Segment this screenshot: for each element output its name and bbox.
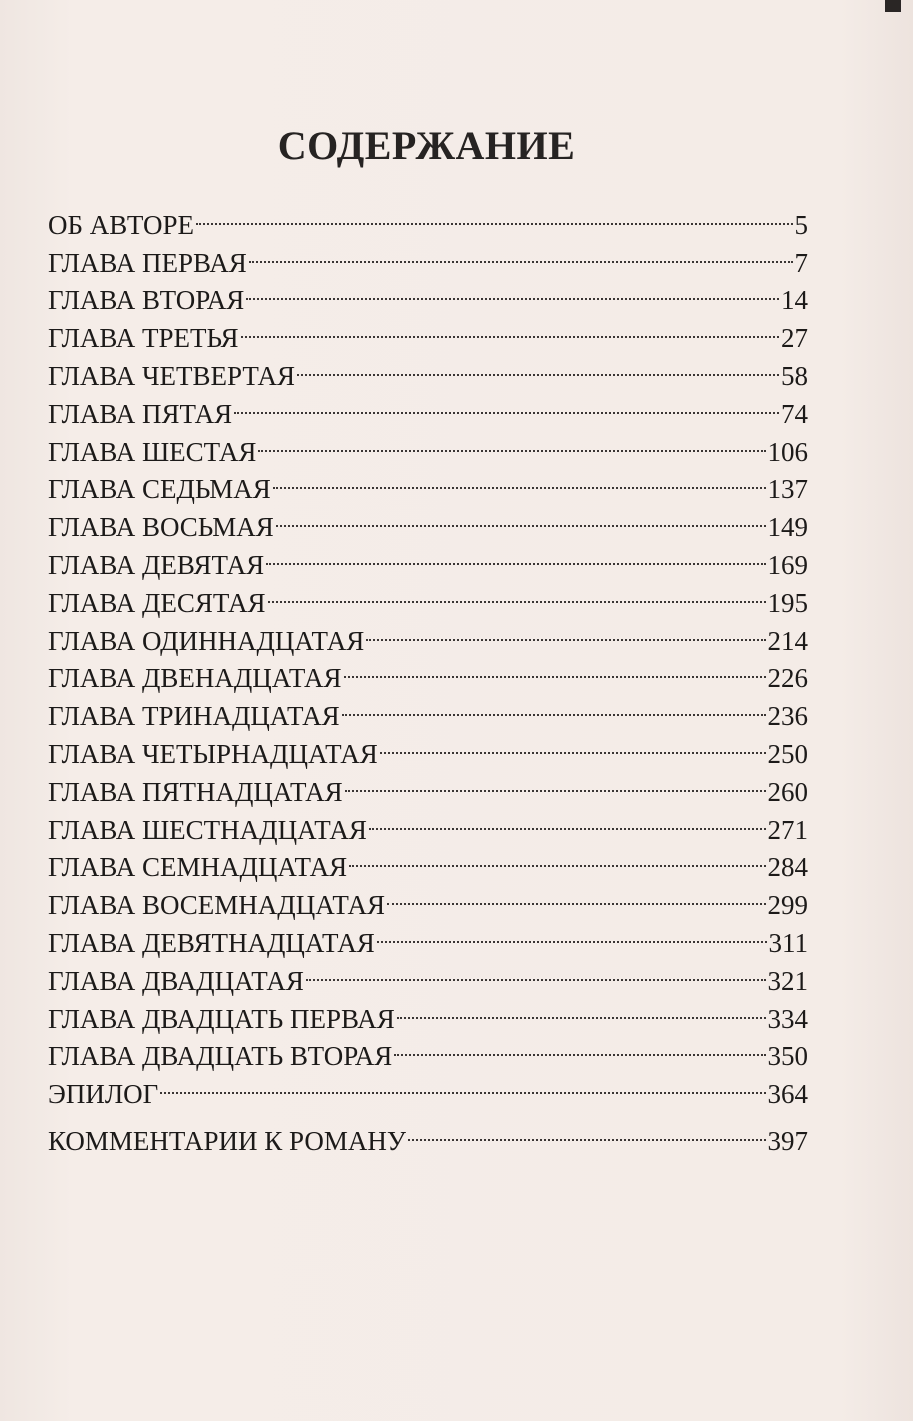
- toc-entry-page-number: 27: [781, 323, 808, 354]
- toc-entry-page-number: 5: [794, 209, 808, 240]
- toc-entry-title: ОБ АВТОРЕ: [48, 209, 195, 240]
- toc-dot-leader: [342, 687, 766, 725]
- toc-dot-leader: [241, 309, 779, 347]
- toc-dot-leader: [366, 612, 765, 650]
- toc-entry-page-number: 137: [767, 474, 808, 505]
- toc-entry-title: ГЛАВА ТРИНАДЦАТАЯ: [48, 701, 340, 732]
- toc-dot-leader: [246, 272, 779, 310]
- toc-entry-page-number: 350: [767, 1041, 808, 1072]
- toc-entry-title: ГЛАВА ЧЕТВЕРТАЯ: [48, 360, 295, 391]
- toc-entry-page-number: 271: [767, 814, 808, 845]
- toc-dot-leader: [377, 914, 767, 952]
- toc-dot-leader: [387, 876, 766, 914]
- toc-entry-page-number: 260: [767, 776, 808, 807]
- toc-entry-page-number: 14: [781, 285, 808, 316]
- toc-entry-title: ГЛАВА ТРЕТЬЯ: [48, 323, 239, 354]
- toc-dot-leader: [273, 461, 766, 499]
- toc-entry-title: ГЛАВА ДВЕНАДЦАТАЯ: [48, 663, 342, 694]
- toc-entry-title: КОММЕНТАРИИ К РОМАНУ: [48, 1125, 406, 1156]
- toc-entry-title: ГЛАВА СЕДЬМАЯ: [48, 474, 271, 505]
- toc-dot-leader: [397, 990, 766, 1028]
- toc-entry-title: ЭПИЛОГ: [48, 1079, 159, 1110]
- toc-entry-title: ГЛАВА СЕМНАДЦАТАЯ: [48, 852, 348, 883]
- toc-dot-leader: [268, 574, 766, 612]
- toc-entry-page-number: 195: [767, 587, 808, 618]
- toc-dot-leader: [234, 385, 779, 423]
- toc-entry-page-number: 236: [767, 701, 808, 732]
- toc-dot-leader: [394, 1028, 765, 1066]
- toc-dot-leader: [258, 423, 765, 461]
- toc-entry-page-number: 364: [767, 1079, 808, 1110]
- toc-entry-title: ГЛАВА ПЯТНАДЦАТАЯ: [48, 776, 343, 807]
- toc-entry-title: ГЛАВА ЧЕТЫРНАДЦАТАЯ: [48, 738, 378, 769]
- toc-entry-title: ГЛАВА ОДИННАДЦАТАЯ: [48, 625, 365, 656]
- toc-entry-title: ГЛАВА ДЕВЯТНАДЦАТАЯ: [48, 927, 375, 958]
- toc-dot-leader: [196, 196, 792, 234]
- toc-dot-leader: [306, 952, 766, 990]
- toc-dot-leader: [297, 347, 779, 385]
- toc-entry: [48, 1112, 808, 1156]
- toc-entry-page-number: 311: [768, 927, 808, 958]
- toc-entry-title: ГЛАВА ДВАДЦАТЬ ПЕРВАЯ: [48, 1003, 395, 1034]
- toc-entry-page-number: 7: [794, 247, 808, 278]
- toc-dot-leader: [345, 763, 766, 801]
- toc-entry-page-number: 58: [781, 360, 808, 391]
- toc-entry-title: ГЛАВА ВОСЬМАЯ: [48, 512, 274, 543]
- toc-dot-leader: [349, 839, 765, 877]
- toc-entry-page-number: 214: [767, 625, 808, 656]
- toc-entry-page-number: 74: [781, 398, 808, 429]
- toc-dot-leader: [249, 234, 793, 272]
- toc-dot-leader: [369, 801, 766, 839]
- toc-entry-page-number: 169: [767, 549, 808, 580]
- toc-dot-leader: [344, 650, 766, 688]
- toc-entry-page-number: 250: [767, 738, 808, 769]
- toc-dot-leader: [380, 725, 766, 763]
- toc-entry-page-number: 226: [767, 663, 808, 694]
- toc-dot-leader: [266, 536, 765, 574]
- toc-entry-title: ГЛАВА ДЕВЯТАЯ: [48, 549, 265, 580]
- toc-entry-title: ГЛАВА ДВАДЦАТАЯ: [48, 965, 304, 996]
- toc-dot-leader: [408, 1112, 766, 1150]
- toc-entry-title: ГЛАВА ШЕСТАЯ: [48, 436, 257, 467]
- toc-entry-page-number: 299: [767, 890, 808, 921]
- toc-entry-page-number: 284: [767, 852, 808, 883]
- table-of-contents: [48, 196, 808, 1156]
- toc-entry: [48, 196, 808, 240]
- toc-dot-leader: [160, 1065, 765, 1103]
- toc-entry-page-number: 321: [767, 965, 808, 996]
- toc-entry-title: ГЛАВА ШЕСТНАДЦАТАЯ: [48, 814, 367, 845]
- toc-entry-page-number: 397: [767, 1125, 808, 1156]
- page-title: СОДЕРЖАНИЕ: [277, 123, 576, 168]
- toc-entry: [48, 1065, 808, 1110]
- toc-entry-page-number: 149: [767, 512, 808, 543]
- toc-entry-page-number: 334: [767, 1003, 808, 1034]
- toc-entry-title: ГЛАВА ДВАДЦАТЬ ВТОРАЯ: [48, 1041, 393, 1072]
- toc-entry-title: ГЛАВА ПЯТАЯ: [48, 398, 233, 429]
- toc-entry-title: ГЛАВА ВОСЕМНАДЦАТАЯ: [48, 890, 385, 921]
- toc-entry-page-number: 106: [767, 436, 808, 467]
- toc-entry-title: ГЛАВА ПЕРВАЯ: [48, 247, 247, 278]
- toc-dot-leader: [276, 498, 766, 536]
- toc-entry-title: ГЛАВА ВТОРАЯ: [48, 285, 245, 316]
- toc-entry-title: ГЛАВА ДЕСЯТАЯ: [48, 587, 266, 618]
- page-corner-mark: [885, 0, 901, 12]
